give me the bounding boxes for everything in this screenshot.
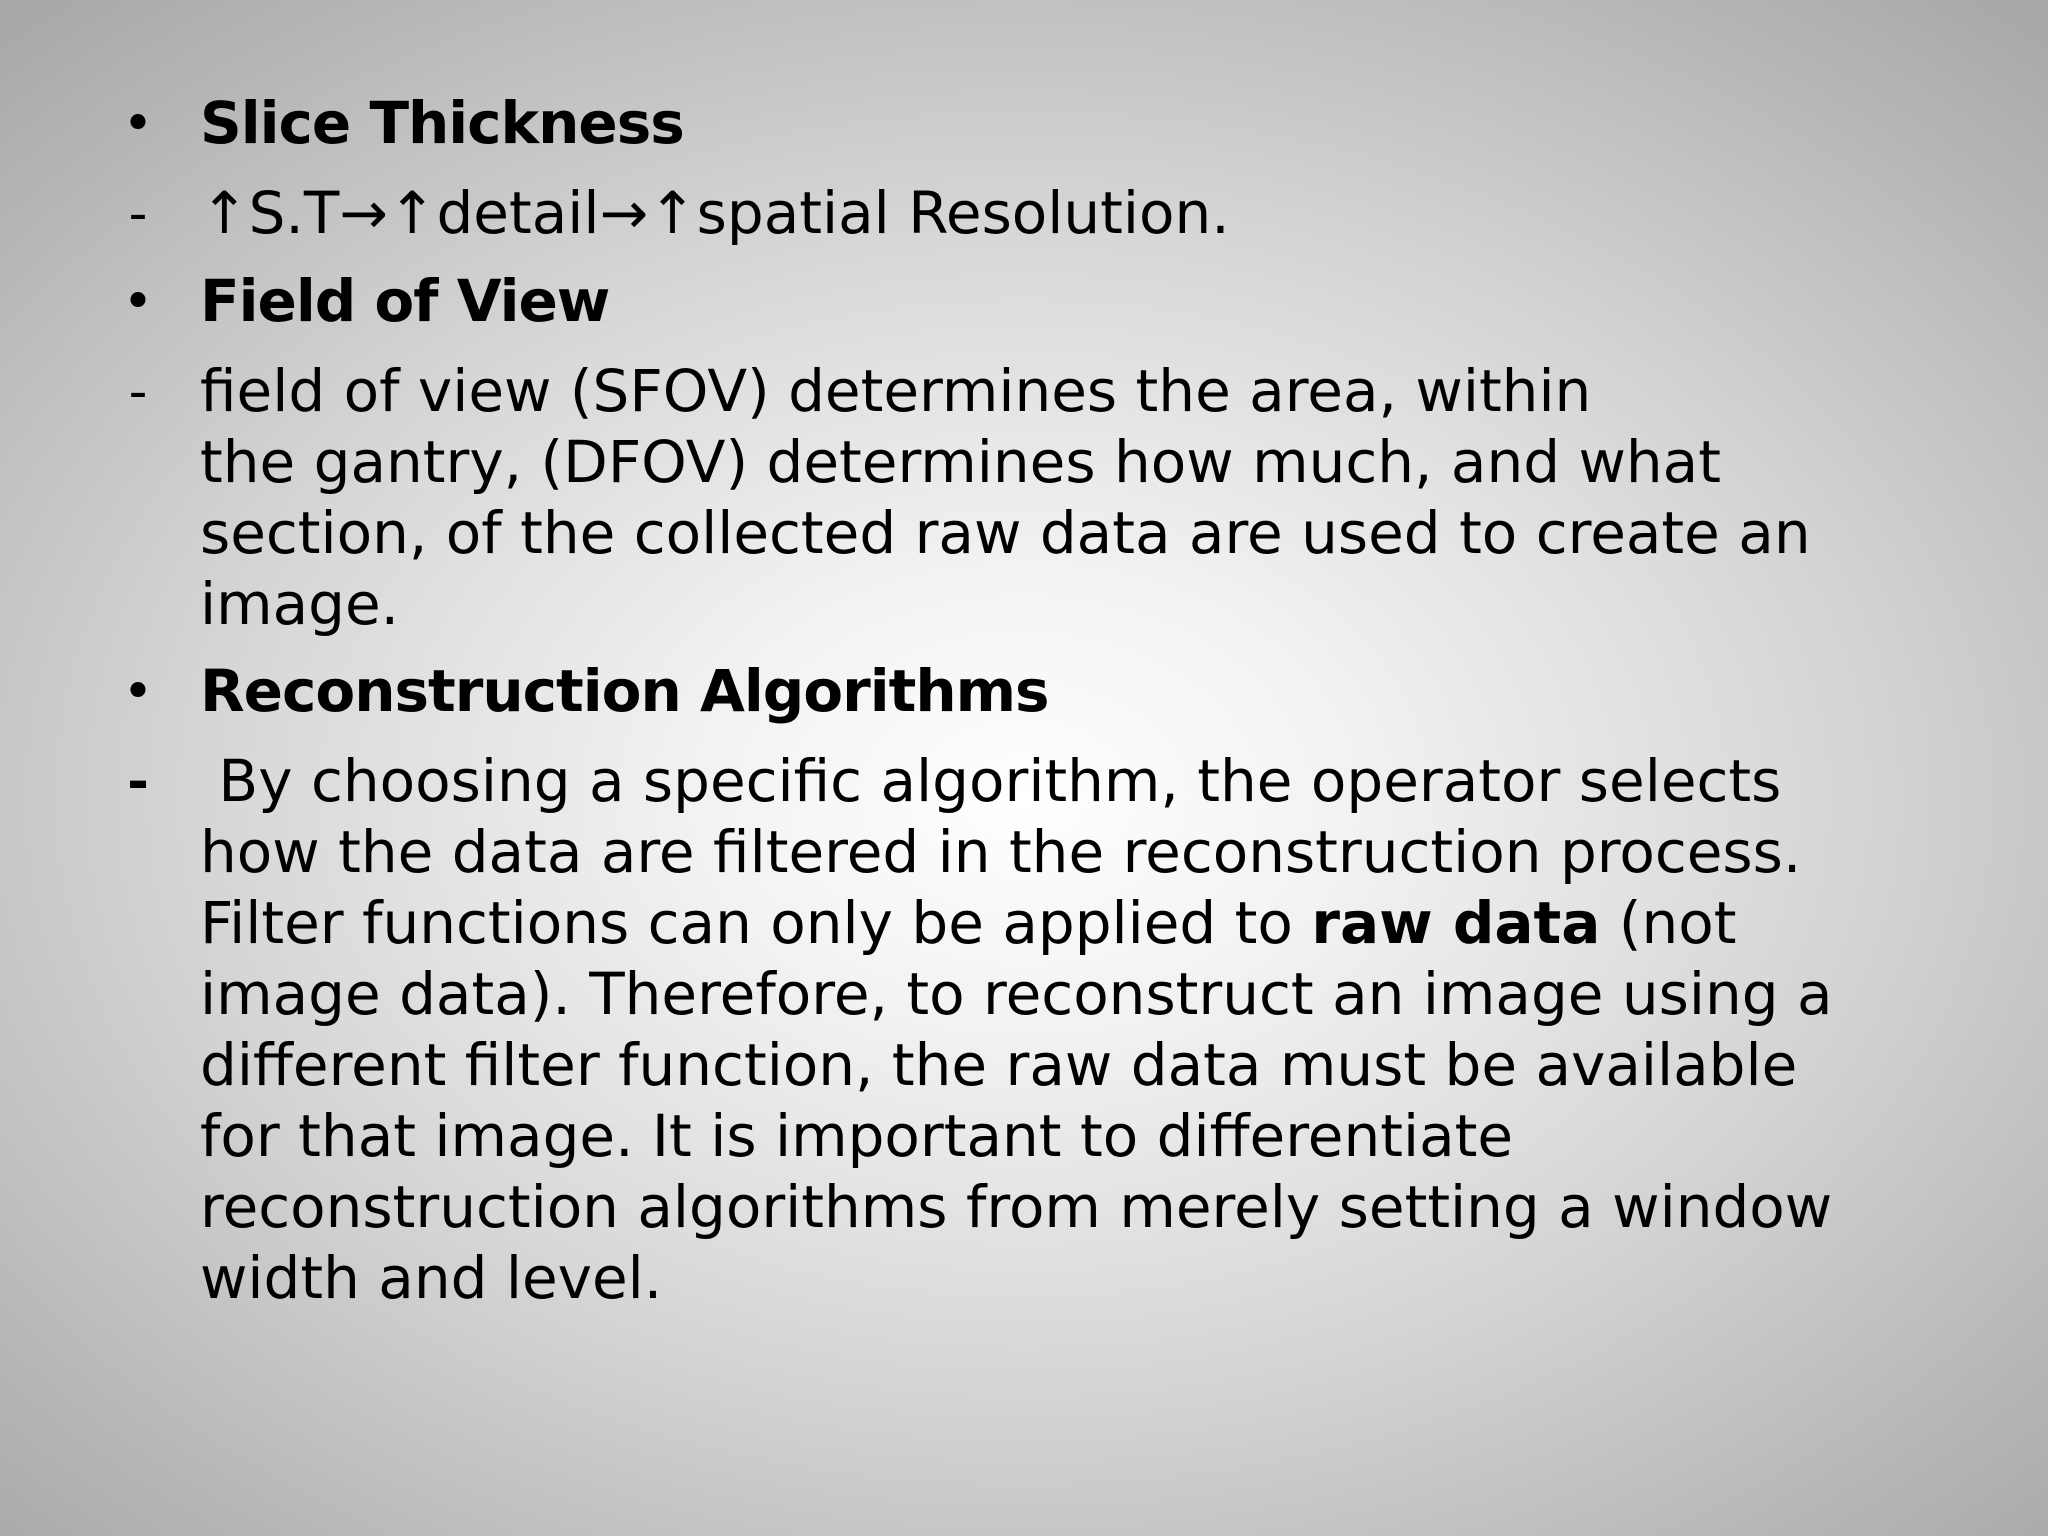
reconstruction-algorithms-paragraph	[200, 746, 1920, 1314]
paragraph-line: image data). Therefore, to reconstruct an image using a	[200, 960, 1833, 1028]
dash-marker: -	[128, 362, 148, 422]
paragraph-line: the gantry, (DFOV) determines how much, and what	[200, 428, 1721, 496]
dash-marker: -	[127, 752, 149, 812]
paragraph-line: reconstruction algorithms from merely setting a window	[200, 1173, 1833, 1241]
dash-marker: -	[128, 184, 148, 244]
paragraph-line: different filter function, the raw data must be available	[200, 1031, 1798, 1099]
paragraph-line: width and level.	[200, 1244, 663, 1312]
heading-reconstruction-algorithms: Reconstruction Algorithms	[200, 657, 1049, 725]
bullet-marker: •	[122, 94, 154, 154]
paragraph-line	[200, 888, 1920, 959]
paragraph-line: how the data are filtered in the reconstruction process.	[200, 818, 1802, 886]
paragraph-line: field of view (SFOV) determines the area, within	[200, 357, 1592, 425]
heading-slice-thickness: Slice Thickness	[200, 89, 684, 157]
line-text: Filter functions can only be applied to	[200, 889, 1312, 957]
paragraph-line: for that image. It is important to differentiate	[200, 1102, 1514, 1170]
line-text: (not	[1600, 889, 1737, 957]
bullet-marker: •	[122, 272, 154, 332]
heading-field-of-view: Field of View	[200, 267, 610, 335]
paragraph-line: image.	[200, 570, 400, 638]
paragraph-line: By choosing a specific algorithm, the operator selects	[200, 747, 1782, 815]
bullet-marker: •	[122, 662, 154, 722]
field-of-view-paragraph	[200, 356, 1920, 640]
raw-data-emphasis: raw data	[1311, 889, 1601, 957]
slice-thickness-text: ↑S.T→↑detail→↑spatial Resolution.	[200, 179, 1230, 247]
paragraph-line: section, of the collected raw data are used to create an	[200, 499, 1811, 567]
